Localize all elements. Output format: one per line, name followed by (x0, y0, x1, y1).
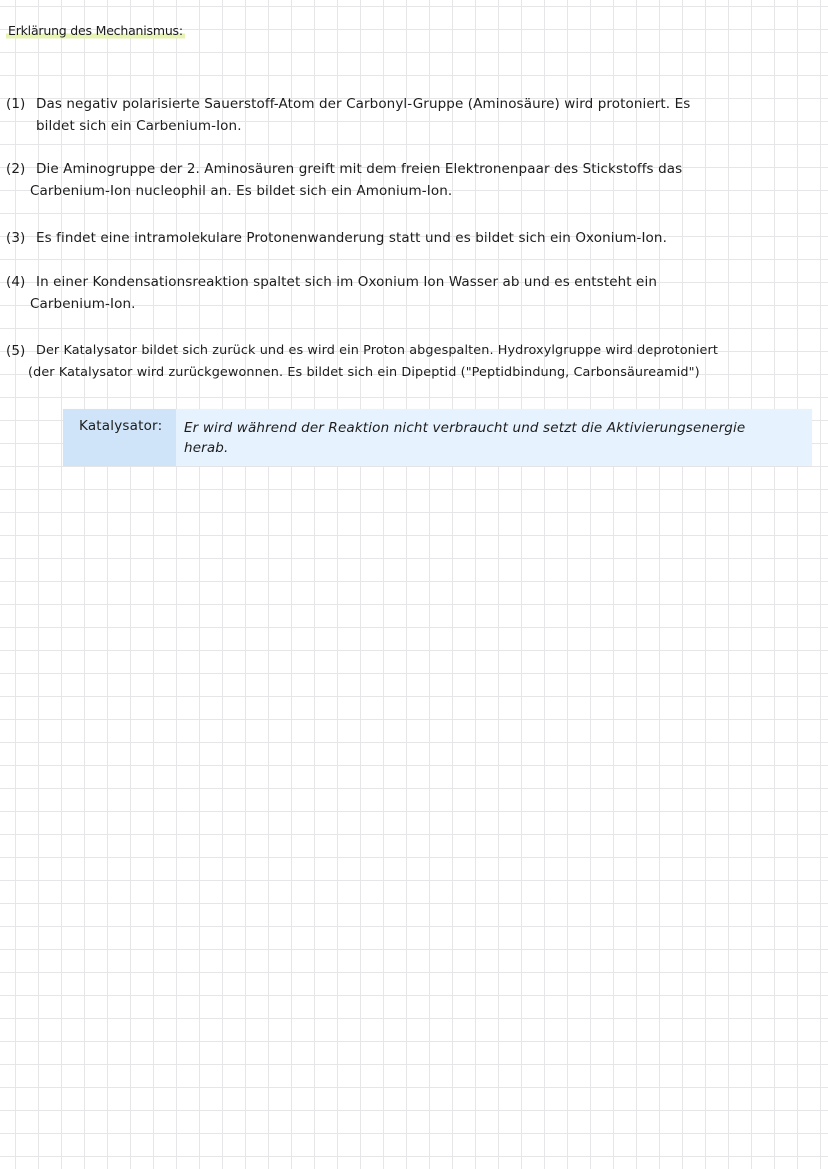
step-text-line-2: (der Katalysator wird zurückgewonnen. Es bildet sich ein Dipeptid ("Peptidbindung, Carbonsäureamid") (28, 365, 700, 380)
catalyst-definition-line-2: herab. (184, 440, 229, 456)
catalyst-label: Katalysator: (63, 409, 176, 466)
step-text-line-1: In einer Kondensationsreaktion spaltet sich im Oxonium Ion Wasser ab und es entsteht ein (36, 274, 657, 290)
step-text-line-1: Der Katalysator bildet sich zurück und es wird ein Proton abgespalten. Hydroxylgruppe wird deprotoniert (36, 343, 718, 358)
step-text-line-1: Es findet eine intramolekulare Protonenwanderung statt und es bildet sich ein Oxonium-Ion. (36, 230, 667, 246)
step-text-line-2: bildet sich ein Carbenium-Ion. (36, 118, 242, 134)
step-number: (4) (6, 274, 26, 290)
step-text-line-2: Carbenium-Ion. (30, 296, 136, 312)
step-3 (6, 227, 821, 249)
step-4 (6, 271, 821, 315)
catalyst-definition-line-1: Er wird während der Reaktion nicht verbraucht und setzt die Aktivierungsenergie (184, 420, 746, 436)
page-title: Erklärung des Mechanismus: (8, 23, 183, 38)
step-number: (2) (6, 161, 26, 177)
step-text-line-1: Die Aminogruppe der 2. Aminosäuren greift mit dem freien Elektronenpaar des Stickstoffs das (36, 161, 683, 177)
step-2 (6, 158, 821, 202)
step-text-line-1: Das negativ polarisierte Sauerstoff-Atom der Carbonyl-Gruppe (Aminosäure) wird protoniert. Es (36, 96, 691, 112)
catalyst-definition (176, 409, 812, 466)
catalyst-definition-box (63, 409, 812, 466)
step-number: (3) (6, 230, 26, 246)
step-number: (5) (6, 343, 26, 359)
step-1 (6, 93, 821, 137)
step-5 (6, 340, 821, 384)
step-number: (1) (6, 96, 26, 112)
step-text-line-2: Carbenium-Ion nucleophil an. Es bildet sich ein Amonium-Ion. (30, 183, 453, 199)
